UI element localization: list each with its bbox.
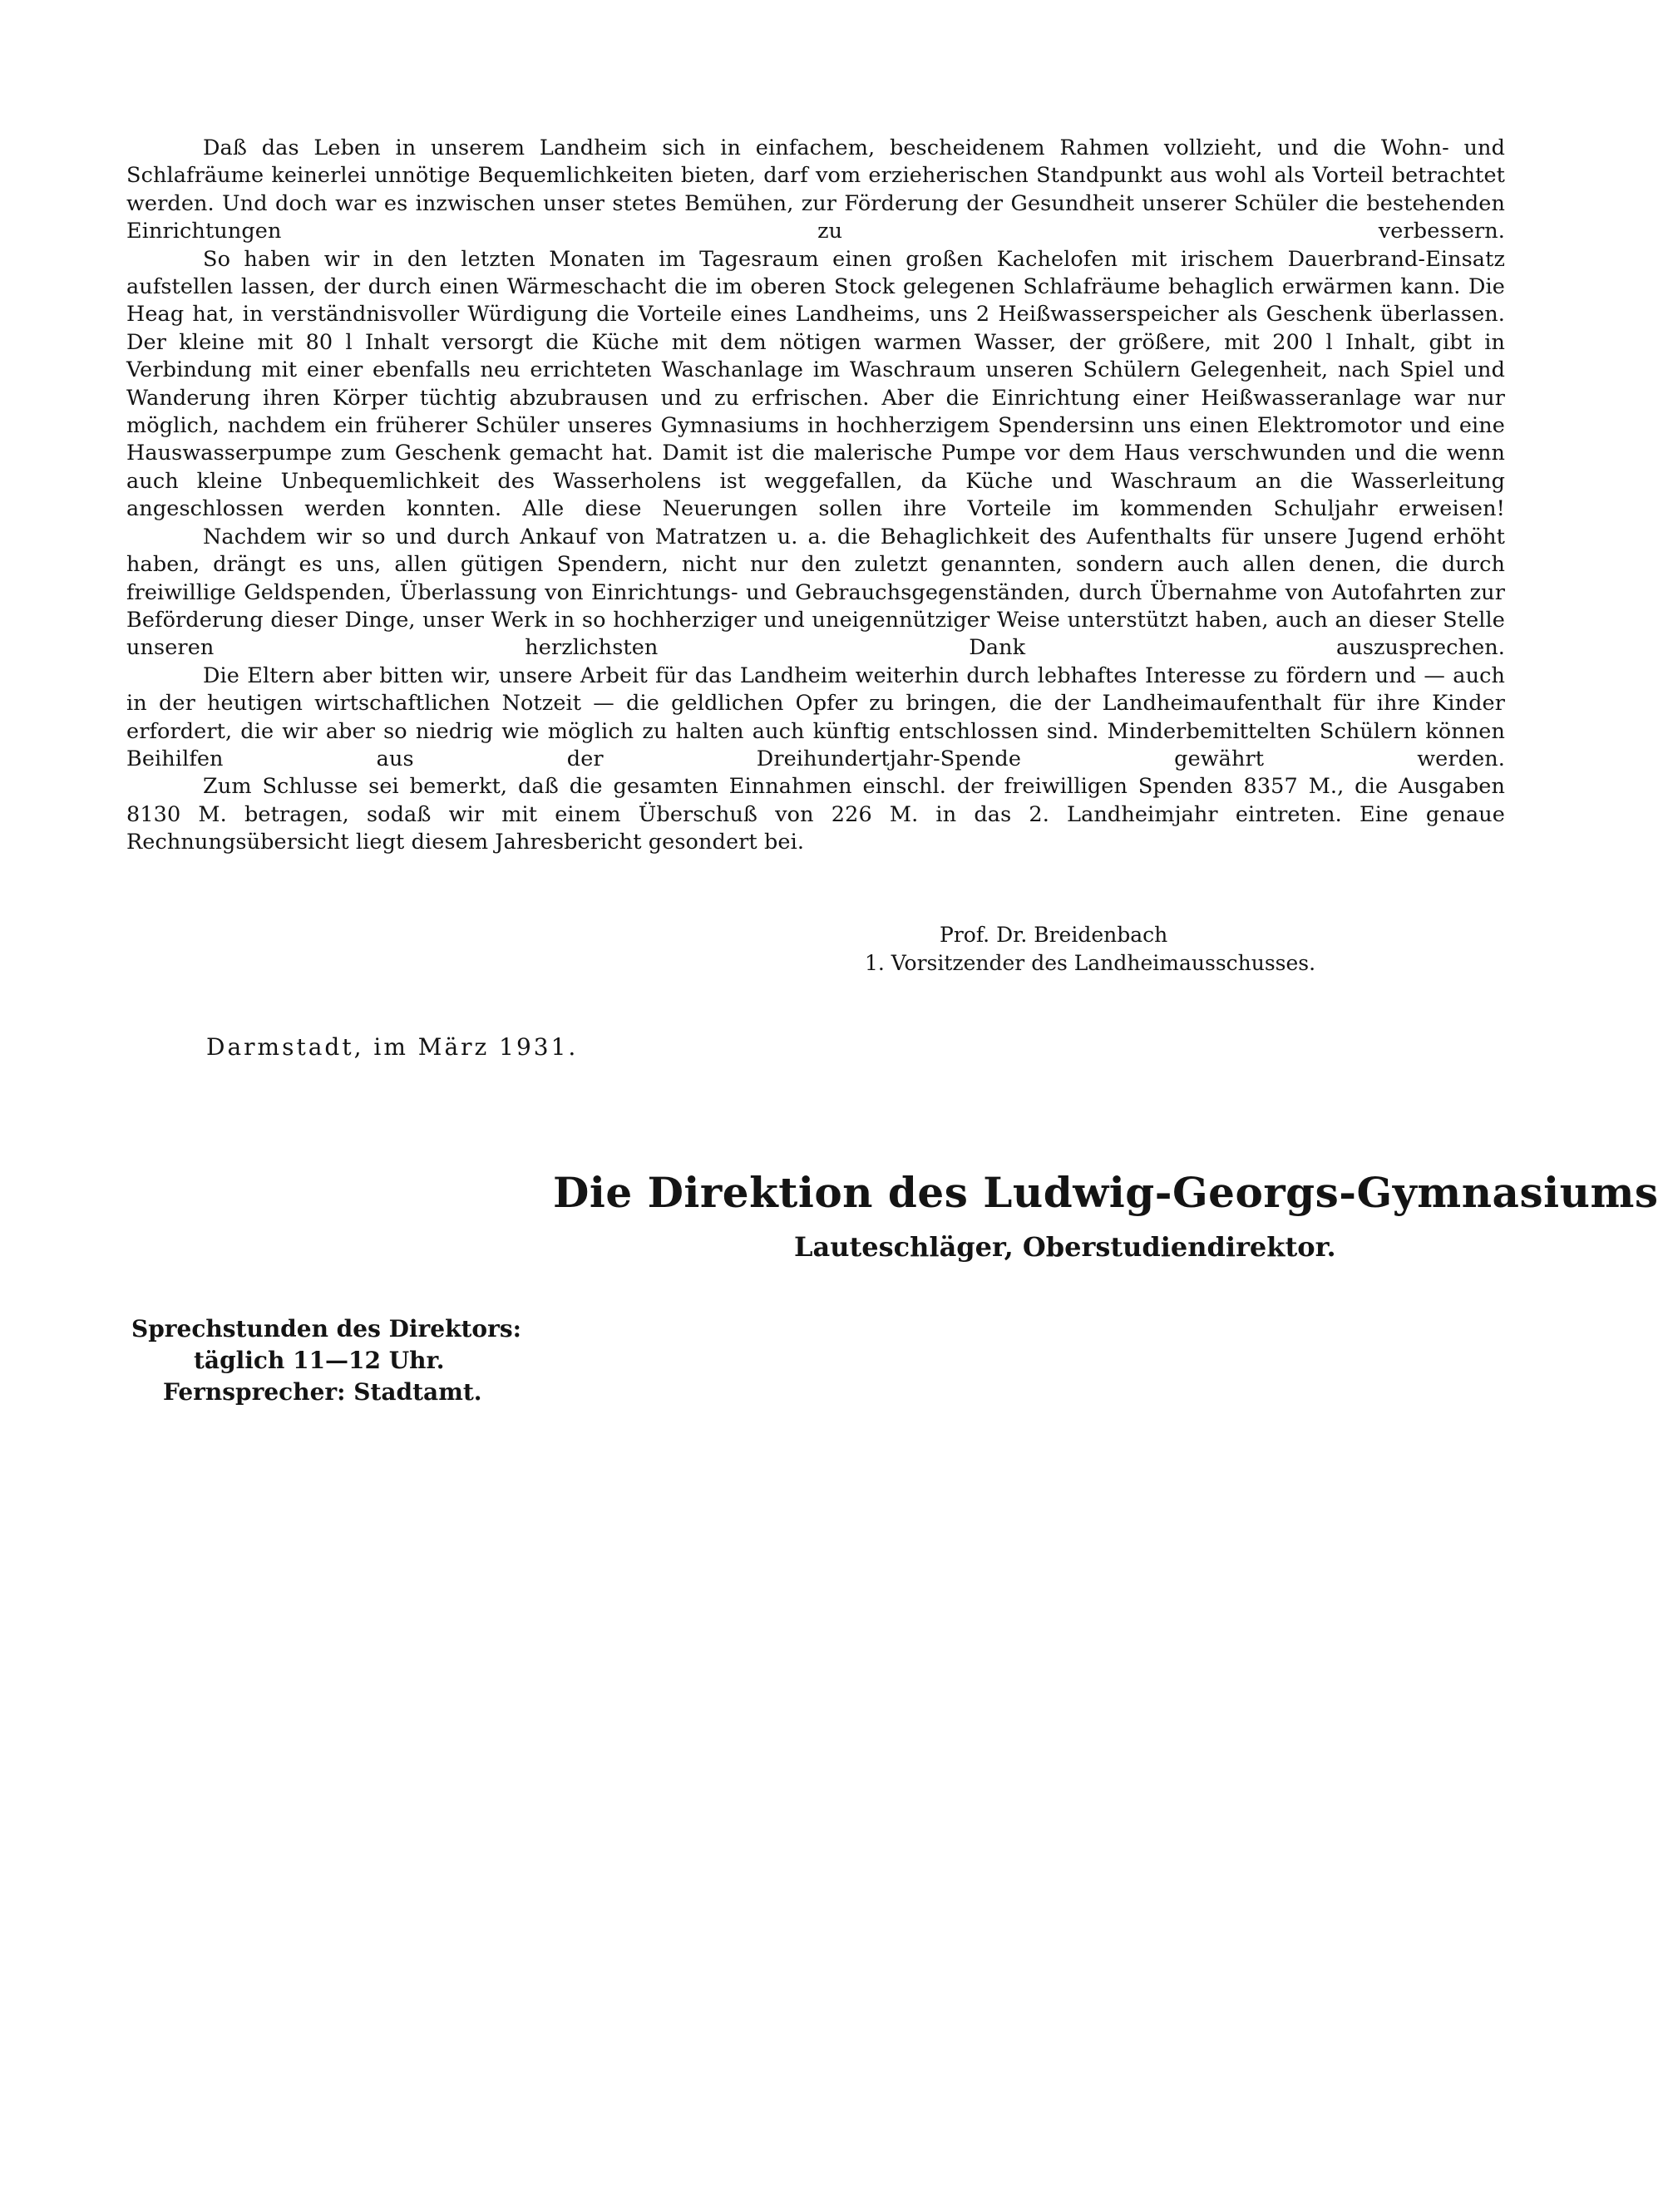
paragraph-living-conditions: Daß das Leben in unserem Landheim sich in einfachem, bescheidenem Rahmen vollzieht, und die Wohn- und Schlafräume keinerlei unnötige Bequemlichkeiten bieten, darf vom erzieherischen Standpunkt aus wohl als Vorteil betrachtet werden. Und doch war es inzwischen unser stetes Bemühen, zur Förderung der Gesundheit unserer Schüler die bestehenden Einrichtungen zu verbessern. <box>126 135 1505 244</box>
phone-info: Fernsprecher: Stadtamt. <box>163 1378 482 1406</box>
director-name: Lauteschläger, Oberstudiendirektor. <box>794 1231 1336 1263</box>
report-body <box>126 135 1505 857</box>
school-direction-title: Die Direktion des Ludwig-Georgs-Gymnasiums <box>553 1168 1659 1217</box>
chairman-signature-block <box>865 921 1397 978</box>
paragraph-thanks: Nachdem wir so und durch Ankauf von Matratzen u. a. die Behaglichkeit des Aufenthalts für unsere Jugend erhöht haben, drängt es uns, allen gütigen Spendern, nicht nur den zuletzt genannten, sondern auch allen denen, die durch freiwillige Geldspenden, Überlassung von Einrichtungs- und Gebrauchsgegenständen, durch Übernahme von Autofahrten zur Beförderung dieser Dinge, unser Werk in so hochherziger und uneigennütziger Weise unterstützt haben, auch an dieser Stelle unseren herzlichsten Dank auszusprechen. <box>126 524 1505 661</box>
chairman-role: 1. Vorsitzender des Landheimausschusses. <box>865 951 1316 975</box>
place-and-date: Darmstadt, im März 1931. <box>206 1033 579 1061</box>
paragraph-improvements: So haben wir in den letzten Monaten im Tagesraum einen großen Kachelofen mit irischem Dauerbrand-Einsatz aufstellen lassen, der durch einen Wärmeschacht die im oberen Stock gelegenen Schlafräume behaglich erwärmen kann. Die Heag hat, in verständnisvoller Würdigung die Vorteile eines Landheims, uns 2 Heißwasserspeicher als Geschenk überlassen. Der kleine mit 80 l Inhalt versorgt die Küche mit dem nötigen warmen Wasser, der größere, mit 200 l Inhalt, gibt in Verbindung mit einer ebenfalls neu errichteten Waschanlage im Waschraum unseren Schülern Gelegenheit, nach Spiel und Wanderung ihren Körper tüchtig abzubrausen und zu erfrischen. Aber die Einrichtung einer Heißwasseranlage war nur möglich, nachdem ein früherer Schüler unseres Gymnasiums in hochherzigem Spendersinn uns einen Elektromotor und eine Hauswasserpumpe zum Geschenk gemacht hat. Damit ist die malerische Pumpe vor dem Haus verschwunden und die wenn auch kleine Unbequemlichkeit des Wasserholens ist weggefallen, da Küche und Waschraum an die Wasserleitung angeschlossen werden konnten. Alle diese Neuerungen sollen ihre Vorteile im kommenden Schuljahr erweisen! <box>126 246 1505 522</box>
office-hours-block <box>131 1313 521 1408</box>
paragraph-finances: Zum Schlusse sei bemerkt, daß die gesamten Einnahmen einschl. der freiwilligen Spenden 8357 M., die Ausgaben 8130 M. betragen, sodaß wir mit einem Überschuß von 226 M. in das 2. Landheimjahr eintreten. Eine genaue Rechnungsübersicht liegt diesem Jahresbericht gesondert bei. <box>126 774 1505 855</box>
chairman-name: Prof. Dr. Breidenbach <box>940 923 1168 947</box>
office-hours-time: täglich 11—12 Uhr. <box>194 1347 445 1374</box>
office-hours-heading: Sprechstunden des Direktors: <box>131 1315 521 1342</box>
paragraph-parents: Die Eltern aber bitten wir, unsere Arbeit für das Landheim weiterhin durch lebhaftes Interesse zu fördern und — auch in der heutigen wirtschaftlichen Notzeit — die geldlichen Opfer zu bringen, die der Landheimaufenthalt für ihre Kinder erfordert, die wir aber so niedrig wie möglich zu halten auch künftig entschlossen sind. Minderbemittelten Schülern können Beihilfen aus der Dreihundertjahr-Spende gewährt werden. <box>126 663 1505 771</box>
